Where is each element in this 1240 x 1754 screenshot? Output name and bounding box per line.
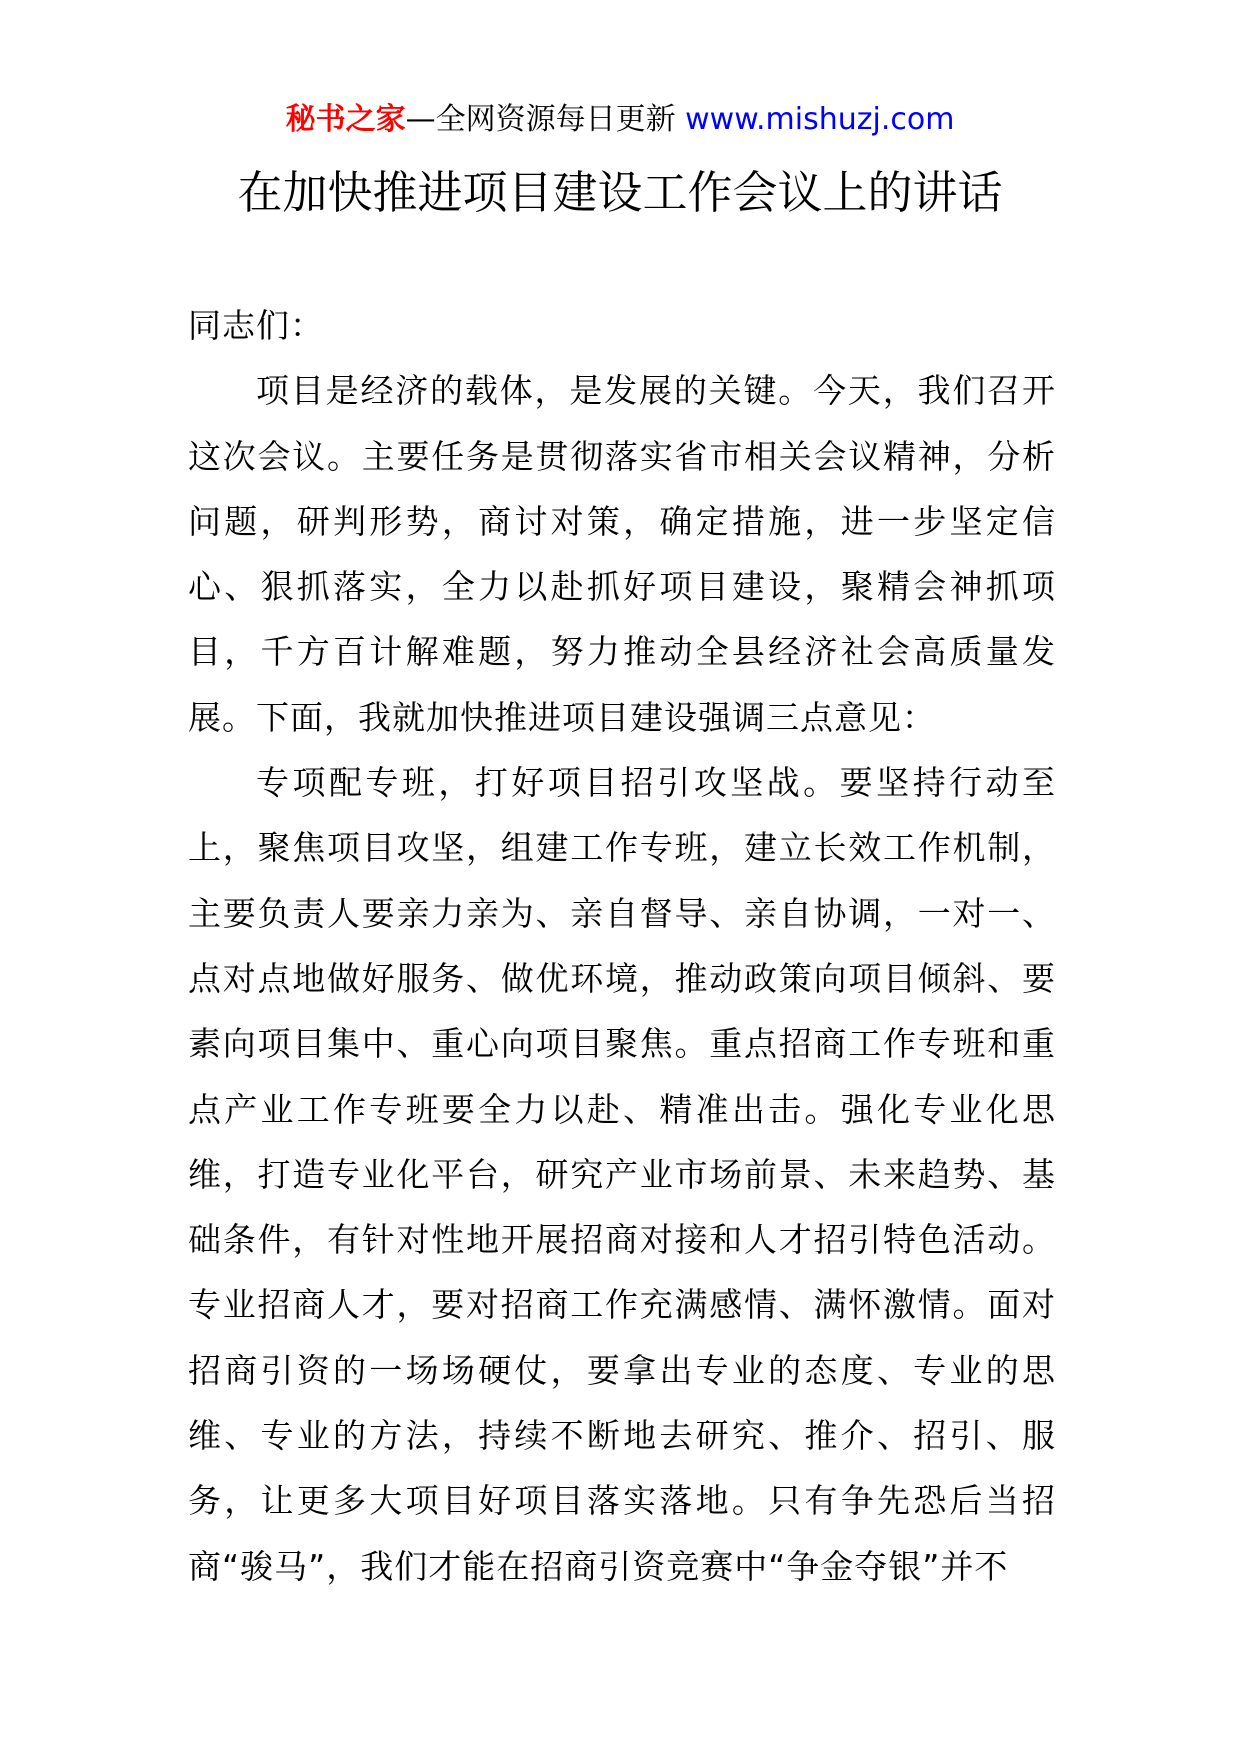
document-title: 在加快推进项目建设工作会议上的讲话 <box>237 166 1003 219</box>
salutation: 同志们： <box>188 306 324 345</box>
brand-name: 秘书之家 <box>285 102 406 137</box>
site-header <box>0 100 1240 140</box>
paragraph: 项目是经济的载体，是发展的关键。今天，我们召开这次会议。主要任务是贯彻落实省市相关会议精神，分析问题，研判形势，商讨对策，确定措施，进一步坚定信心、狠抓落实，全力以赴抓好项目建设，聚精会神抓项目，千方百计解难题，努力推动全县经济社会高质量发展。下面，我就加快推进项目建设强调三点意见： <box>188 371 1056 737</box>
document-body <box>188 293 1056 1599</box>
header-tagline: —全网资源每日更新 <box>405 102 676 137</box>
site-url[interactable]: www.mishuzj.com <box>685 102 955 137</box>
paragraph: 专项配专班，打好项目招引攻坚战。要坚持行动至上，聚焦项目攻坚，组建工作专班，建立长效工作机制，主要负责人要亲力亲为、亲自督导、亲自协调，一对一、点对点地做好服务、做优环境，推动政策向项目倾斜、要素向项目集中、重心向项目聚焦。重点招商工作专班和重点产业工作专班要全力以赴、精准出击。强化专业化思维，打造专业化平台，研究产业市场前景、未来趋势、基础条件，有针对性地开展招商对接和人才招引特色活动。专业招商人才，要对招商工作充满感情、满怀激情。面对招商引资的一场场硬仗，要拿出专业的态度、专业的思维、专业的方法，持续不断地去研究、推介、招引、服务，让更多大项目好项目落实落地。只有争先恐后当招商“骏马”，我们才能在招商引资竞赛中“争金夺银”并不 <box>188 763 1056 1586</box>
